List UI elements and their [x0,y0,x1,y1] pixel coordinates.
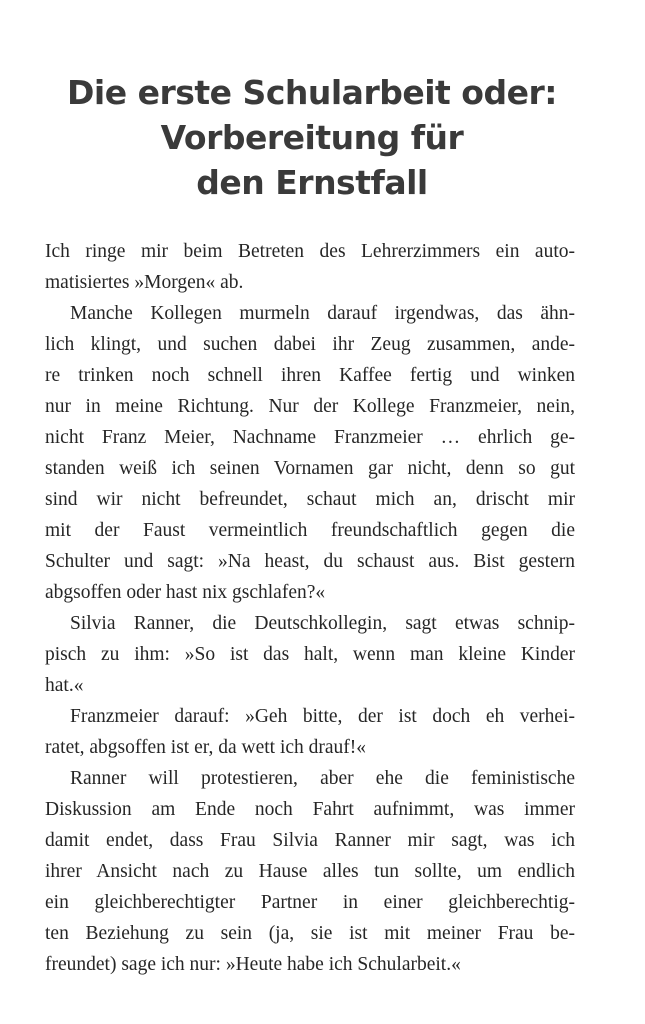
body-line: ten Beziehung zu sein (ja, sie ist mit meiner Frau be- [45,923,575,944]
body-line: freundet) sage ich nur: »Heute habe ich Schularbeit.« [45,954,461,975]
body-line: ratet, abgsoffen ist er, da wett ich drauf!« [45,737,367,758]
body-line: hat.« [45,675,84,696]
body-line: sind wir nicht befreundet, schaut mich an, drischt mir [45,489,575,510]
chapter-title-line-3: den Ernstfall [196,163,428,202]
body-line: Franzmeier darauf: »Geh bitte, der ist doch eh verhei- [70,706,575,727]
body-line: nur in meine Richtung. Nur der Kollege Franzmeier, nein, [45,396,575,417]
body-line: Ich ringe mir beim Betreten des Lehrerzimmers ein auto- [45,241,575,262]
body-line: matisiertes »Morgen« ab. [45,272,244,293]
body-line: Diskussion am Ende noch Fahrt aufnimmt, was immer [45,799,575,820]
body-line: abgsoffen oder hast nix gschlafen?« [45,582,326,603]
chapter-title-line-2: Vorbereitung für [160,118,464,157]
body-line: nicht Franz Meier, Nachname Franzmeier … ehrlich ge- [45,427,575,448]
body-line: re trinken noch schnell ihren Kaffee fertig und winken [45,365,575,386]
body-line: pisch zu ihm: »So ist das halt, wenn man kleine Kinder [45,644,575,665]
body-line: ein gleichberechtigter Partner in einer gleichberechtig- [45,892,575,913]
body-line: lich klingt, und suchen dabei ihr Zeug zusammen, ande- [45,334,575,355]
body-line: Ranner will protestieren, aber ehe die feministische [70,768,575,789]
body-line: Manche Kollegen murmeln darauf irgendwas, das ähn- [70,303,575,324]
body-line: mit der Faust vermeintlich freundschaftlich gegen die [45,520,575,541]
body-line: damit endet, dass Frau Silvia Ranner mir sagt, was ich [45,830,575,851]
chapter-title-line-1: Die erste Schularbeit oder: [67,73,557,112]
body-line: ihrer Ansicht nach zu Hause alles tun sollte, um endlich [45,861,575,882]
body-line: Silvia Ranner, die Deutschkollegin, sagt etwas schnip- [70,613,575,634]
body-line: Schulter und sagt: »Na heast, du schaust aus. Bist gestern [45,551,575,572]
body-line: standen weiß ich seinen Vornamen gar nicht, denn so gut [45,458,575,479]
chapter-body [45,236,575,980]
chapter-title [0,70,624,205]
